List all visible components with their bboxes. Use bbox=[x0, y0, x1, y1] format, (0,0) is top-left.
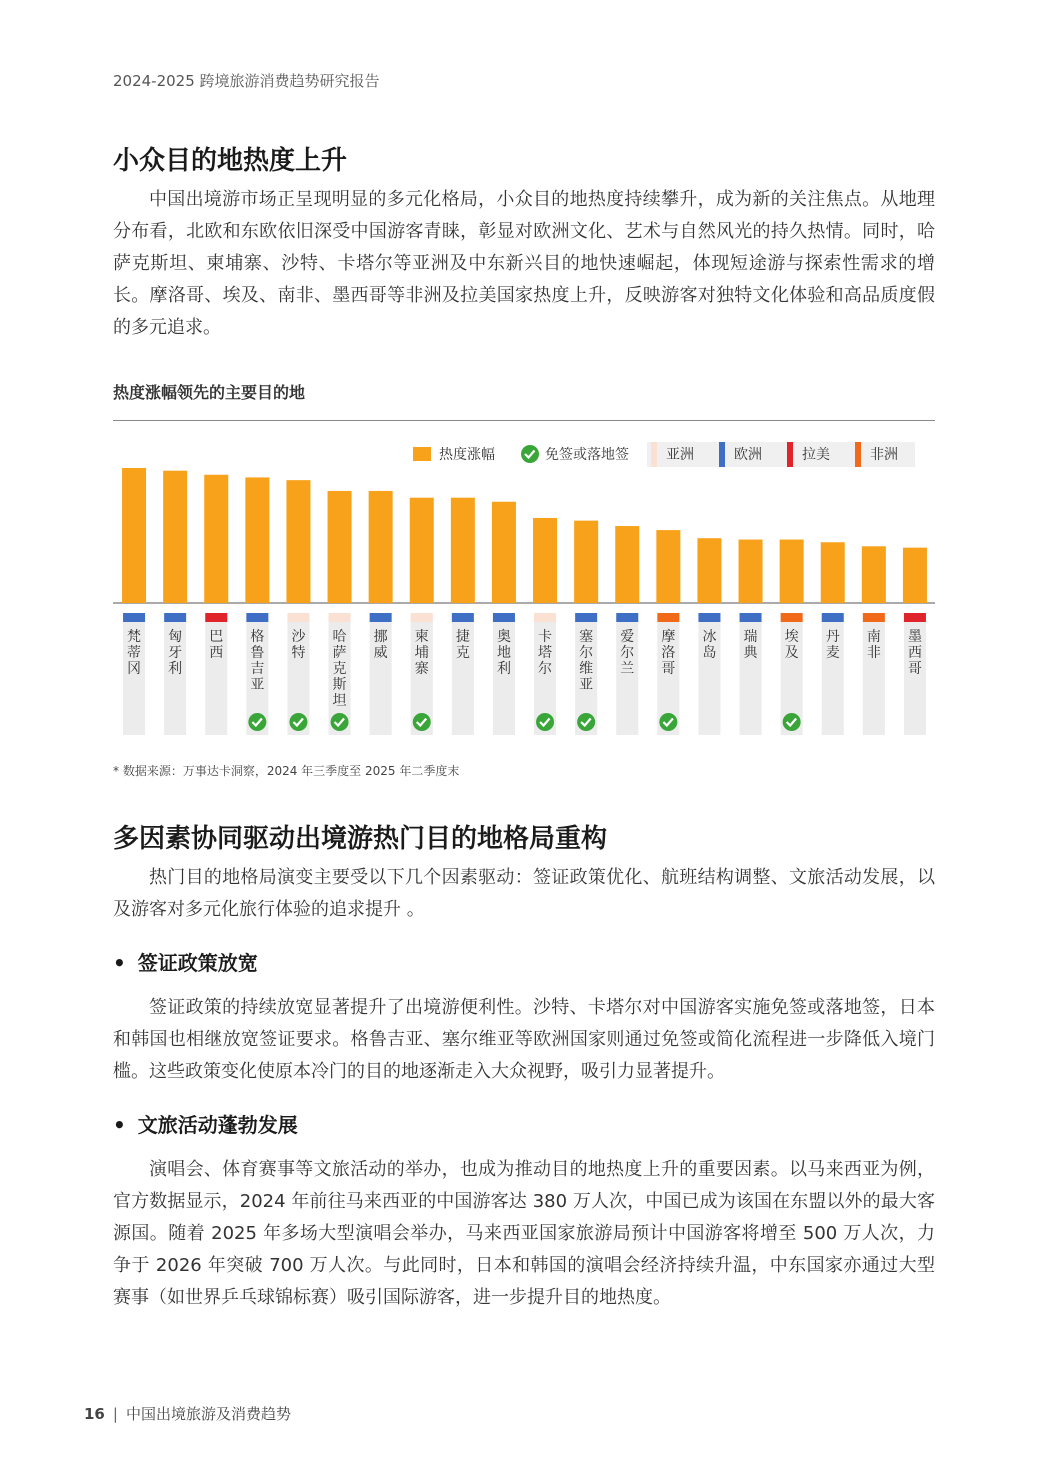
legend-region-label: 非洲 bbox=[870, 447, 898, 463]
region-marker bbox=[534, 613, 556, 622]
bar bbox=[163, 471, 187, 603]
bullet-culture-paragraph: 演唱会、体育赛事等文旅活动的举办，也成为推动目的地热度上升的重要因素。以马来西亚为例，官方数据显示，2024 年前往马来西亚的中国游客达 380 万人次，中国已成为该国在东盟以外的最大客源国。随着 2025 年多场大型演唱会举办，马来西亚国家旅游局预计中国游客将增至 500 万人次，力争于 2026 年突破 700 万人次。与此同时，日本和韩国的演唱会经济持续升温，中东国家亦通过大型赛事（如世界乒乓球锦标赛）吸引国际游客，进一步提升目的地热度。 bbox=[113, 1159, 935, 1308]
category-label-char: 麦 bbox=[825, 645, 840, 661]
category-label-char: 卡 bbox=[538, 629, 553, 645]
legend-region-label: 拉美 bbox=[802, 447, 830, 463]
category-label-char: 沙 bbox=[291, 629, 306, 645]
region-marker bbox=[904, 613, 926, 622]
region-marker bbox=[246, 613, 268, 622]
bar bbox=[615, 526, 639, 603]
bullet-dot-icon: • bbox=[113, 1113, 126, 1137]
bar bbox=[574, 521, 598, 603]
category-label-char: 西 bbox=[907, 645, 922, 661]
category-label-char: 岛 bbox=[702, 645, 717, 661]
category-label-char: 捷 bbox=[455, 629, 470, 645]
visa-free-check-icon bbox=[248, 713, 266, 731]
category-label-char: 哥 bbox=[907, 661, 922, 677]
category-label-char: 塔 bbox=[538, 645, 553, 661]
footer-title: 中国出境旅游及消费趋势 bbox=[125, 1405, 291, 1423]
bar bbox=[739, 540, 763, 603]
region-marker bbox=[411, 613, 433, 622]
region-marker bbox=[123, 613, 145, 622]
category-label-char: 冰 bbox=[702, 629, 717, 645]
region-marker bbox=[822, 613, 844, 622]
bullet-dot-icon: • bbox=[113, 951, 126, 975]
category-label-char: 地 bbox=[496, 645, 511, 661]
category-label-char: 奥 bbox=[496, 629, 511, 645]
footer-separator: | bbox=[112, 1405, 118, 1423]
region-marker bbox=[698, 613, 720, 622]
legend-visa-label: 免签或落地签 bbox=[545, 447, 629, 463]
category-label-char: 寨 bbox=[414, 661, 429, 677]
category-label-char: 特 bbox=[291, 645, 306, 661]
region-marker bbox=[164, 613, 186, 622]
category-label-char: 哈 bbox=[332, 629, 347, 645]
region-marker bbox=[452, 613, 474, 622]
region-marker bbox=[575, 613, 597, 622]
legend-bar-swatch bbox=[413, 447, 431, 461]
region-marker bbox=[329, 613, 351, 622]
category-label-char: 梵 bbox=[127, 629, 142, 645]
bar bbox=[821, 542, 845, 603]
bar bbox=[780, 540, 804, 603]
bar bbox=[204, 475, 228, 603]
bar bbox=[122, 468, 146, 603]
visa-free-check-icon bbox=[536, 713, 554, 731]
category-label-char: 尔 bbox=[579, 645, 594, 661]
category-label-char: 墨 bbox=[907, 629, 922, 645]
visa-free-check-icon bbox=[577, 713, 595, 731]
page-number: 16 bbox=[84, 1405, 105, 1423]
region-marker bbox=[287, 613, 309, 622]
category-label-char: 蒂 bbox=[127, 645, 142, 661]
report-header: 2024-2025 跨境旅游消费趋势研究报告 bbox=[113, 72, 380, 90]
category-label-char: 爱 bbox=[620, 629, 635, 645]
legend-region-label: 欧洲 bbox=[734, 447, 762, 463]
bar bbox=[492, 502, 516, 603]
legend-region-swatch bbox=[787, 442, 793, 467]
category-label-char: 亚 bbox=[579, 677, 594, 693]
region-marker bbox=[616, 613, 638, 622]
bar bbox=[369, 491, 393, 603]
category-label-char: 尔 bbox=[620, 645, 635, 661]
legend-bar-label: 热度涨幅 bbox=[439, 447, 495, 463]
category-label-char: 匈 bbox=[168, 629, 183, 645]
page-footer bbox=[84, 1403, 291, 1424]
visa-free-check-icon bbox=[289, 713, 307, 731]
category-label-char: 南 bbox=[866, 629, 881, 645]
legend-region-swatch bbox=[719, 442, 725, 467]
category-label-char: 尔 bbox=[538, 661, 553, 677]
legend-region-label: 亚洲 bbox=[666, 447, 694, 463]
visa-free-check-icon bbox=[413, 713, 431, 731]
category-label-char: 亚 bbox=[250, 677, 265, 693]
category-label-char: 鲁 bbox=[250, 645, 265, 661]
bar bbox=[328, 491, 352, 603]
category-label-char: 非 bbox=[866, 645, 881, 661]
category-label-char: 巴 bbox=[209, 629, 224, 645]
category-label-char: 洛 bbox=[661, 645, 676, 661]
legend-region-swatch bbox=[651, 442, 657, 467]
category-label-char: 克 bbox=[455, 645, 470, 661]
bar bbox=[245, 477, 269, 603]
bar bbox=[903, 548, 927, 603]
region-marker bbox=[781, 613, 803, 622]
category-label-char: 挪 bbox=[373, 629, 388, 645]
bar bbox=[533, 518, 557, 603]
region-marker bbox=[493, 613, 515, 622]
bar bbox=[451, 498, 475, 603]
region-marker bbox=[370, 613, 392, 622]
chart-top-rule bbox=[113, 420, 935, 421]
chart-title: 热度涨幅领先的主要目的地 bbox=[113, 383, 306, 402]
bullet-culture-title: 文旅活动蓬勃发展 bbox=[137, 1113, 298, 1137]
category-label-char: 西 bbox=[209, 645, 224, 661]
category-label-char: 维 bbox=[579, 661, 594, 677]
category-label-char: 克 bbox=[332, 661, 347, 677]
bar-chart bbox=[113, 425, 935, 745]
bar bbox=[656, 530, 680, 603]
category-label-char: 丹 bbox=[825, 629, 840, 645]
category-label-char: 典 bbox=[743, 645, 758, 661]
region-marker bbox=[205, 613, 227, 622]
category-label-char: 斯 bbox=[332, 677, 347, 693]
section1-heading: 小众目的地热度上升 bbox=[113, 146, 348, 176]
region-marker bbox=[657, 613, 679, 622]
category-label-char: 瑞 bbox=[743, 629, 758, 645]
category-label-char: 塞 bbox=[579, 629, 594, 645]
category-label-char: 埔 bbox=[414, 645, 429, 661]
bar bbox=[862, 546, 886, 603]
category-label-char: 坦 bbox=[332, 693, 347, 709]
visa-free-check-icon bbox=[331, 713, 349, 731]
region-marker bbox=[863, 613, 885, 622]
category-label-char: 萨 bbox=[332, 645, 347, 661]
section1-paragraph: 中国出境游市场正呈现明显的多元化格局，小众目的地热度持续攀升，成为新的关注焦点。从地理分布看，北欧和东欧依旧深受中国游客青睐，彰显对欧洲文化、艺术与自然风光的持久热情。同时，哈萨克斯坦、柬埔寨、沙特、卡塔尔等亚洲及中东新兴目的地快速崛起，体现短途游与探索性需求的增长。摩洛哥、埃及、南非、墨西哥等非洲及拉美国家热度上升，反映游客对独特文化体验和高品质度假的多元追求。 bbox=[113, 189, 935, 338]
category-label-char: 冈 bbox=[127, 661, 142, 677]
category-label-char: 利 bbox=[168, 661, 183, 677]
category-label-char: 兰 bbox=[620, 661, 635, 677]
category-label-char: 柬 bbox=[414, 629, 429, 645]
bullet-visa-title: 签证政策放宽 bbox=[137, 951, 258, 975]
category-label-char: 及 bbox=[784, 645, 799, 661]
visa-free-check-icon bbox=[783, 713, 801, 731]
section2-paragraph: 热门目的地格局演变主要受以下几个因素驱动：签证政策优化、航班结构调整、文旅活动发展，以及游客对多元化旅行体验的追求提升 。 bbox=[113, 867, 935, 920]
visa-free-check-icon bbox=[659, 713, 677, 731]
category-label-char: 哥 bbox=[661, 661, 676, 677]
bullet-visa-policy bbox=[113, 947, 258, 976]
category-label-char: 格 bbox=[250, 629, 265, 645]
category-label-char: 埃 bbox=[784, 629, 799, 645]
bullet-visa-paragraph: 签证政策的持续放宽显著提升了出境游便利性。沙特、卡塔尔对中国游客实施免签或落地签，日本和韩国也相继放宽签证要求。格鲁吉亚、塞尔维亚等欧洲国家则通过免签或简化流程进一步降低入境门槛。这些政策变化使原本冷门的目的地逐渐走入大众视野，吸引力显著提升。 bbox=[113, 997, 935, 1082]
legend-check-icon bbox=[521, 445, 539, 463]
category-label-char: 威 bbox=[373, 645, 388, 661]
category-label-char: 吉 bbox=[250, 661, 265, 677]
bar bbox=[697, 538, 721, 603]
legend-region-swatch bbox=[855, 442, 861, 467]
category-label-char: 牙 bbox=[168, 645, 183, 661]
category-label-char: 摩 bbox=[661, 629, 676, 645]
region-marker bbox=[740, 613, 762, 622]
bullet-culture-events bbox=[113, 1109, 298, 1138]
bar bbox=[286, 480, 310, 603]
category-label-char: 利 bbox=[496, 661, 511, 677]
chart-footnote: * 数据来源：万事达卡洞察，2024 年三季度至 2025 年二季度末 bbox=[113, 764, 460, 778]
section2-heading: 多因素协同驱动出境游热门目的地格局重构 bbox=[113, 824, 608, 854]
bar bbox=[410, 498, 434, 603]
